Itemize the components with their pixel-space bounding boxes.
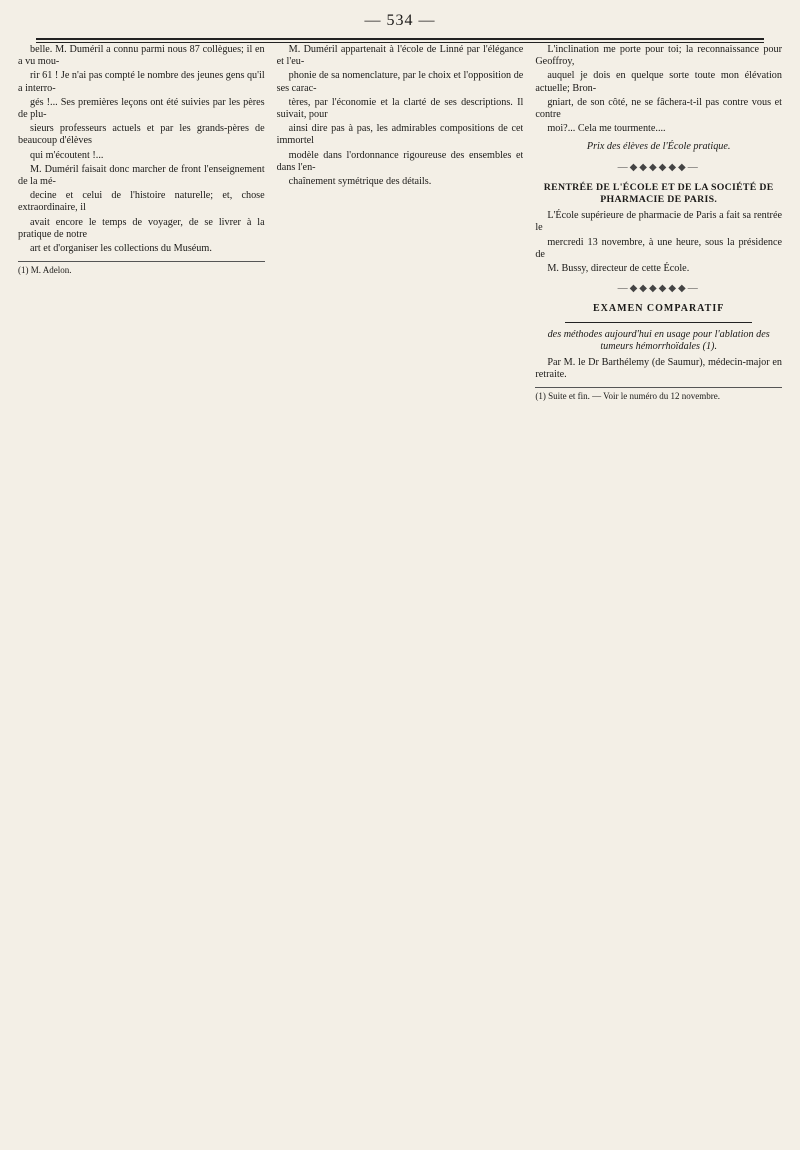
column-middle xyxy=(277,44,524,1124)
paragraph: mercredi 13 novembre, à une heure, sous la présidence de xyxy=(535,236,782,260)
text-columns xyxy=(18,44,782,1124)
paragraph: gniart, de son côté, ne se fâchera-t-il pas contre vous et contre xyxy=(535,96,782,121)
paragraph: art et d'organiser les collections du Muséum. xyxy=(30,243,212,255)
paragraph: decine et celui de l'histoire naturelle; et, chose extraordinaire, il xyxy=(18,190,265,214)
footnote: (1) M. Adelon. xyxy=(18,261,265,276)
paragraph: gés !... Ses premières leçons ont été suivies par les pères de plu- xyxy=(18,96,265,121)
paragraph: rir 61 ! Je n'ai pas compté le nombre des jeunes gens qu'il a interro- xyxy=(18,70,265,94)
footnote: (1) Suite et fin. — Voir le numéro du 12 novembre. xyxy=(535,387,782,402)
paragraph: ainsi dire pas à pas, les admirables compositions de cet immortel xyxy=(276,123,524,147)
paragraph: phonie de sa nomenclature, par le choix et l'opposition de ses carac- xyxy=(276,70,524,94)
ornament-divider: —◆◆◆◆◆◆— xyxy=(617,161,700,173)
paragraph: auquel je dois en quelque sorte toute mon élévation actuelle; Bron- xyxy=(535,70,782,94)
paragraph: chaînement symétrique des détails. xyxy=(288,176,432,188)
examen-subtitle: des méthodes aujourd'hui en usage pour l'ablation des tumeurs hémorrhoïdales (1). xyxy=(547,328,770,352)
paragraph: sieurs professeurs actuels et par les grands-pères de beaucoup d'élèves xyxy=(18,123,265,147)
paragraph: L'École supérieure de pharmacie de Paris a fait sa rentrée le xyxy=(535,210,782,234)
author-line: Par M. le Dr Barthélemy (de Saumur), médecin-major en retraite. xyxy=(535,357,782,381)
paragraph: qui m'écoutent !... xyxy=(30,149,104,161)
paragraph: belle. M. Duméril a connu parmi nous 87 collègues; il en a vu mou- xyxy=(18,44,265,68)
paragraph: M. Bussy, directeur de cette École. xyxy=(547,263,690,275)
paragraph: tères, par l'économie et la clarté de ses descriptions. Il suivait, pour xyxy=(276,96,524,121)
column-left xyxy=(18,44,265,1124)
header-rule xyxy=(36,38,764,43)
page-header xyxy=(18,0,782,44)
ornament-divider: —◆◆◆◆◆◆— xyxy=(617,283,700,295)
short-rule xyxy=(565,322,752,323)
page-number: — 534 — xyxy=(364,12,436,29)
paragraph: avait encore le temps de voyager, de se livrer à la pratique de notre xyxy=(18,216,265,240)
prix-title: Prix des élèves de l'École pratique. xyxy=(586,141,731,153)
paragraph: M. Duméril appartenait à l'école de Linné par l'élégance et l'eu- xyxy=(276,44,524,68)
paragraph: M. Duméril faisait donc marcher de front l'enseignement de la mé- xyxy=(18,163,265,188)
paragraph: modèle dans l'ordonnance rigoureuse des ensembles et dans l'en- xyxy=(276,149,524,173)
column-right xyxy=(535,44,782,1124)
examen-title: EXAMEN COMPARATIF xyxy=(592,303,725,315)
section-title: RENTRÉE DE L'ÉCOLE ET DE LA SOCIÉTÉ DE PHARMACIE DE PARIS. xyxy=(543,181,774,206)
paragraph: L'inclination me porte pour toi; la reconnaissance pour Geoffroy, xyxy=(535,44,782,68)
paragraph: moi?... Cela me tourmente.... xyxy=(547,123,666,135)
